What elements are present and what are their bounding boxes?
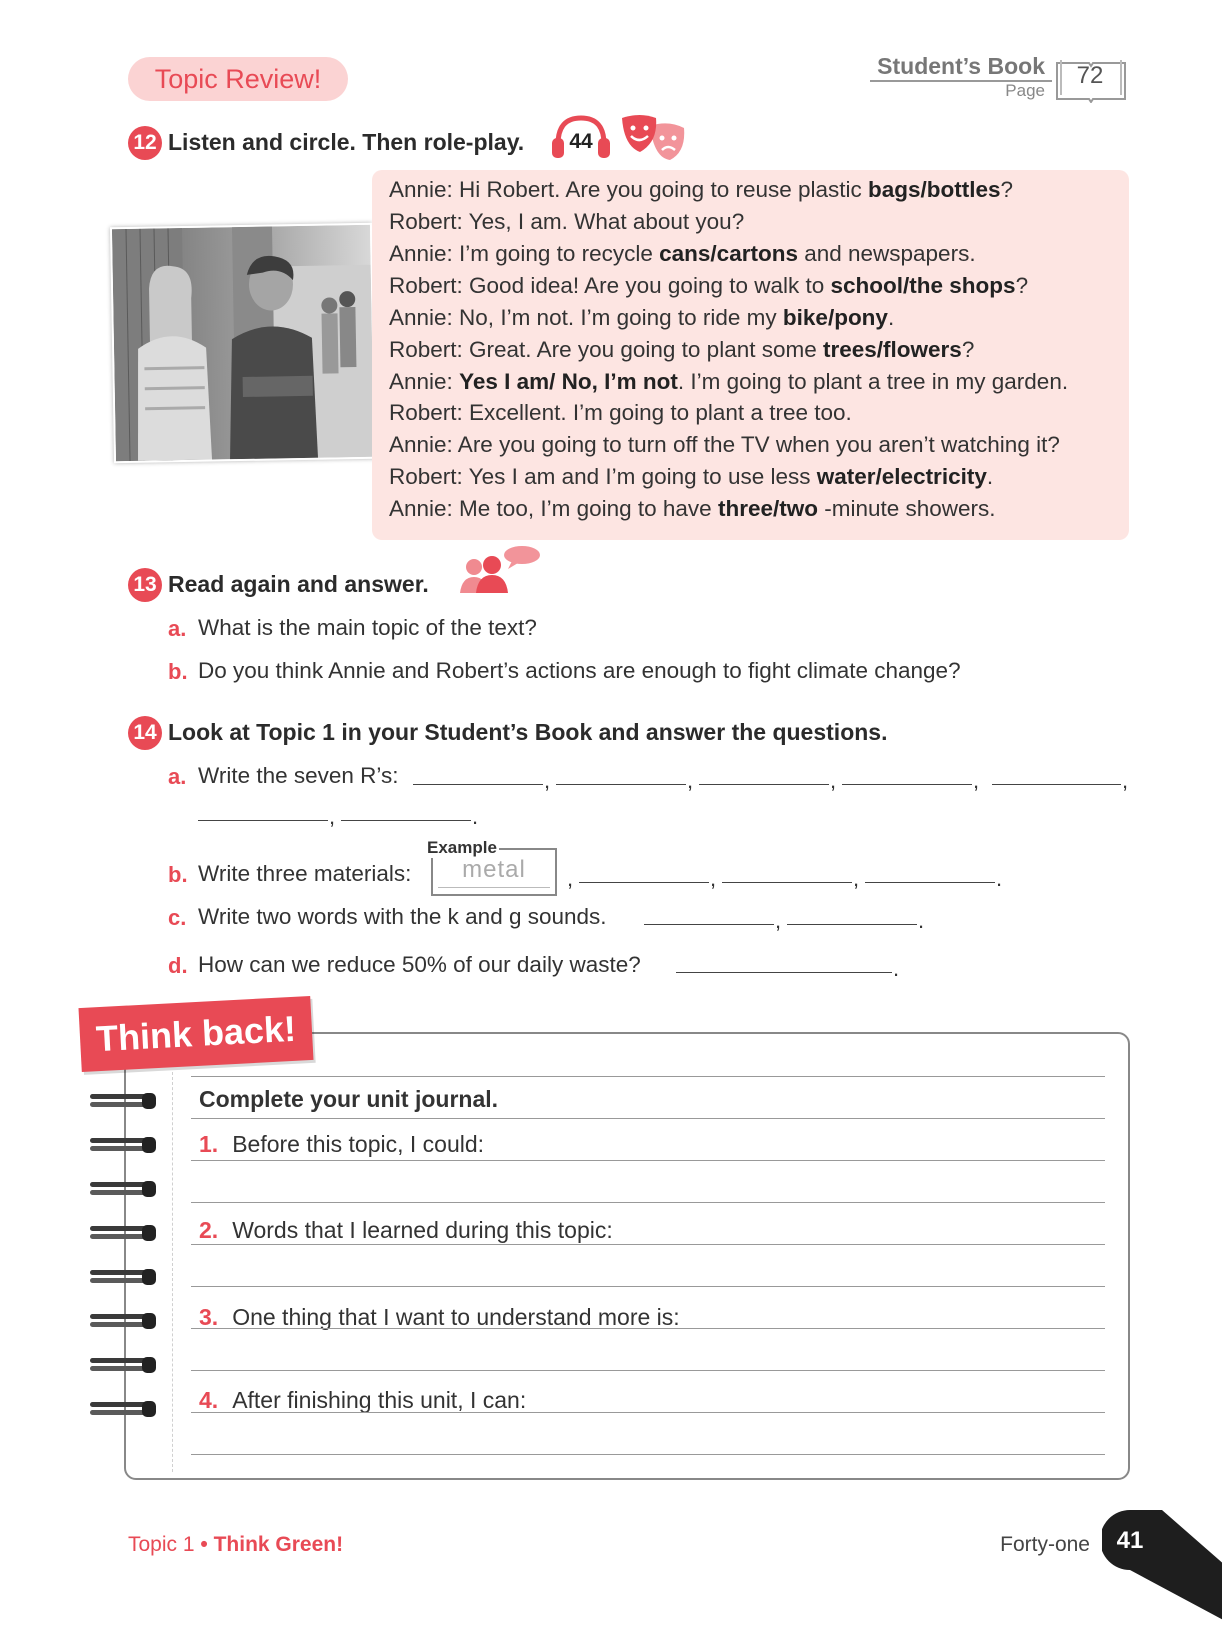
question-14a-letter: a. — [168, 764, 187, 789]
answer-blank[interactable] — [341, 820, 471, 821]
exercise-number-14: 14 — [128, 716, 162, 750]
topic-review-badge: Topic Review! — [128, 57, 348, 101]
dialogue-line: Annie: Me too, I’m going to have three/two -minute showers. — [389, 496, 996, 521]
journal-item-4 — [199, 1387, 526, 1414]
dialogue-line: Annie: I’m going to recycle cans/cartons and newspapers. — [389, 241, 976, 266]
circle-choice[interactable]: three/two — [717, 496, 818, 521]
spiral-binding-icon — [88, 1088, 164, 1418]
journal-answer-line-3[interactable] — [191, 1370, 1105, 1371]
circle-choice[interactable]: bike/pony — [782, 305, 888, 330]
journal-item-2-number: 2. — [199, 1217, 219, 1243]
page-label: Page — [1005, 81, 1045, 100]
exercise-13-title: Read again and answer. — [168, 571, 429, 597]
answer-blank[interactable] — [842, 784, 972, 785]
think-back-banner: Think back! — [78, 996, 313, 1072]
dialogue-line: Annie: Hi Robert. Are you going to reuse plastic bags/bottles? — [389, 177, 1014, 202]
exercise-12-title: Listen and circle. Then role-play. — [168, 129, 525, 155]
circle-choice[interactable]: trees/flowers — [823, 337, 962, 362]
answer-blank[interactable] — [644, 924, 774, 925]
dialogue-line: Annie: Yes I am/ No, I’m not. I’m going to plant a tree in my garden. — [389, 369, 1069, 394]
journal-item-4-number: 4. — [199, 1387, 219, 1413]
spiral-ring — [90, 1181, 156, 1197]
spiral-ring — [90, 1401, 156, 1417]
audio-track-number: 44 — [569, 130, 593, 153]
journal-item-3-number: 3. — [199, 1304, 219, 1330]
journal-answer-line-4[interactable] — [191, 1454, 1105, 1455]
question-13a-text: What is the main topic of the text? — [198, 615, 537, 640]
footer-bullet: • — [200, 1533, 208, 1556]
circle-choice[interactable]: water/electricity — [816, 464, 987, 489]
answer-blank[interactable] — [413, 784, 543, 785]
answer-blank[interactable] — [992, 784, 1121, 785]
question-13b-letter: b. — [168, 659, 188, 684]
dialogue-line: Robert: Excellent. I’m going to plant a tree too. — [389, 400, 852, 425]
dialogue-line: Annie: Are you going to turn off the TV when you aren’t watching it? — [389, 432, 1060, 457]
notebook-rule — [191, 1160, 1105, 1161]
page-number: 41 — [1116, 1527, 1144, 1554]
answer-blank[interactable] — [579, 882, 709, 883]
question-14c-text: Write two words with the k and g sounds. — [198, 904, 607, 929]
notebook-rule — [191, 1244, 1105, 1245]
question-14c-letter: c. — [168, 905, 187, 930]
journal-item-1-number: 1. — [199, 1131, 219, 1157]
footer-page-word: Forty-one — [1000, 1533, 1090, 1556]
footer-topic-number: Topic 1 — [128, 1533, 195, 1556]
dialogue-line: Robert: Great. Are you going to plant some trees/flowers? — [389, 337, 975, 362]
journal-item-2 — [199, 1217, 613, 1244]
spiral-ring — [90, 1269, 156, 1285]
notebook-margin-line — [172, 1072, 173, 1472]
journal-item-1 — [199, 1131, 484, 1158]
question-13a-letter: a. — [168, 616, 187, 641]
spiral-ring — [90, 1093, 156, 1109]
notebook-rule — [191, 1412, 1105, 1413]
footer-topic-name: Think Green! — [213, 1533, 344, 1556]
dialogue-line: Robert: Yes, I am. What about you? — [389, 209, 745, 234]
notebook-rule — [191, 1118, 1105, 1119]
journal-item-3 — [199, 1304, 680, 1331]
example-answer-word: metal — [462, 856, 526, 883]
answer-blank[interactable] — [865, 882, 995, 883]
answer-blank[interactable] — [787, 924, 917, 925]
theatre-masks-icon — [620, 112, 696, 168]
question-14d-text: How can we reduce 50% of our daily waste? — [198, 952, 641, 977]
journal-item-2-text: Words that I learned during this topic: — [232, 1217, 613, 1243]
question-14a-text: Write the seven R’s: — [198, 763, 399, 788]
question-13b-text: Do you think Annie and Robert’s actions are enough to fight climate change? — [198, 658, 961, 683]
pair-work-icon — [460, 545, 542, 595]
spiral-ring — [90, 1137, 156, 1153]
question-14d-letter: d. — [168, 953, 188, 978]
answer-blank[interactable] — [722, 882, 852, 883]
journal-answer-line-1[interactable] — [191, 1202, 1105, 1203]
dialogue-line: Robert: Yes I am and I’m going to use less water/electricity. — [389, 464, 994, 489]
example-guide-line — [438, 887, 550, 888]
circle-choice[interactable]: cans/cartons — [659, 241, 798, 266]
spiral-ring — [90, 1225, 156, 1241]
exercise-number-12: 12 — [128, 126, 162, 160]
answer-blank[interactable] — [699, 784, 829, 785]
spiral-ring — [90, 1313, 156, 1329]
circle-choice[interactable]: bags/bottles — [868, 177, 1001, 202]
journal-item-1-text: Before this topic, I could: — [232, 1131, 485, 1157]
journal-item-3-text: One thing that I want to understand more is: — [232, 1304, 680, 1330]
students-book-page-number: 72 — [1076, 62, 1104, 89]
journal-item-4-text: After finishing this unit, I can: — [232, 1387, 527, 1413]
dialogue-line: Annie: No, I’m not. I’m going to ride my bike/pony. — [389, 305, 895, 330]
dialogue-line: Robert: Good idea! Are you going to walk to school/the shops? — [389, 273, 1029, 298]
answer-blank[interactable] — [198, 820, 328, 821]
circle-choice[interactable]: Yes I am/ No, I’m not — [459, 369, 678, 394]
journal-heading: Complete your unit journal. — [199, 1086, 499, 1112]
example-label: Example — [427, 838, 497, 857]
notebook-rule — [191, 1076, 1105, 1077]
exercise-number-13: 13 — [128, 568, 162, 602]
circle-choice[interactable]: school/the shops — [830, 273, 1016, 298]
answer-blank[interactable] — [556, 784, 686, 785]
footer-topic — [128, 1533, 343, 1557]
spiral-ring — [90, 1357, 156, 1373]
exercise-14-title: Look at Topic 1 in your Student’s Book and answer the questions. — [168, 719, 888, 745]
journal-answer-line-2[interactable] — [191, 1286, 1105, 1287]
students-book-label: Student’s Book — [877, 53, 1045, 79]
students-photo — [110, 223, 376, 464]
question-14b-letter: b. — [168, 862, 188, 887]
notebook-rule — [191, 1328, 1105, 1329]
answer-blank[interactable] — [676, 972, 892, 973]
question-14b-text: Write three materials: — [198, 861, 412, 886]
